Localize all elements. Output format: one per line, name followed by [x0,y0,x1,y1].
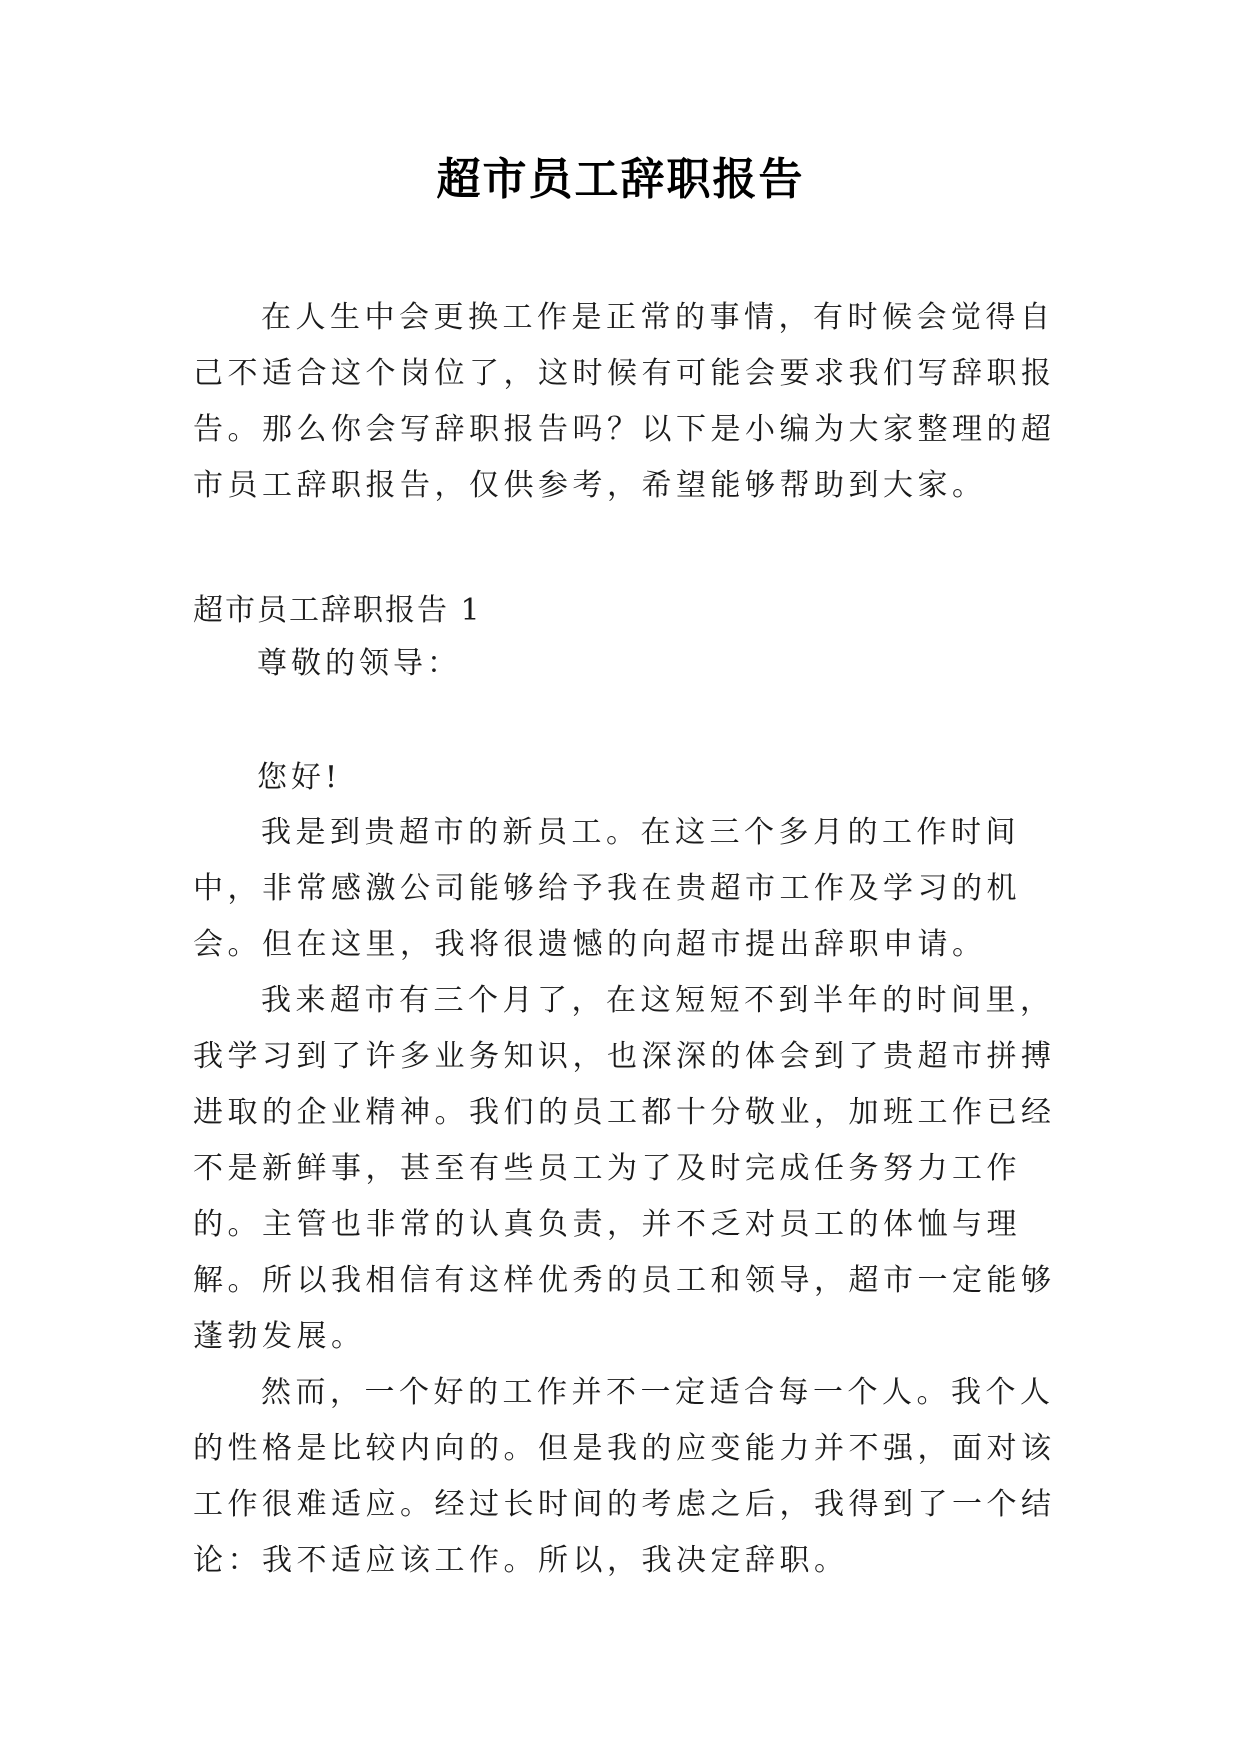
letter-body [193,805,1073,1589]
intro-paragraph: 在人生中会更换工作是正常的事情，有时候会觉得自己不适合这个岗位了，这时候有可能会要求我们写辞职报告。那么你会写辞职报告吗？以下是小编为大家整理的超市员工辞职报告，仅供参考，希望能够帮助到大家。 [193,300,1056,503]
letter-paragraph: 我来超市有三个月了，在这短短不到半年的时间里，我学习到了许多业务知识，也深深的体会到了贵超市拼搏进取的企业精神。我们的员工都十分敬业，加班工作已经不是新鲜事，甚至有些员工为了及时完成任务努力工作的。主管也非常的认真负责，并不乏对员工的体恤与理解。所以我相信有这样优秀的员工和领导，超市一定能够蓬勃发展。 [193,983,1056,1354]
document-title: 超市员工辞职报告 [436,154,805,205]
salutation: 尊敬的领导： [257,646,461,681]
letter-paragraph: 我是到贵超市的新员工。在这三个多月的工作时间中，非常感激公司能够给予我在贵超市工作及学习的机会。但在这里，我将很遗憾的向超市提出辞职申请。 [193,815,1021,962]
intro-section [193,290,1073,514]
greeting: 您好! [257,760,342,795]
letter-paragraph: 然而，一个好的工作并不一定适合每一个人。我个人的性格是比较内向的。但是我的应变能力并不强，面对该工作很难适应。经过长时间的考虑之后，我得到了一个结论：我不适应该工作。所以，我决定辞职。 [193,1375,1056,1578]
section-heading: 超市员工辞职报告 1 [193,593,482,628]
